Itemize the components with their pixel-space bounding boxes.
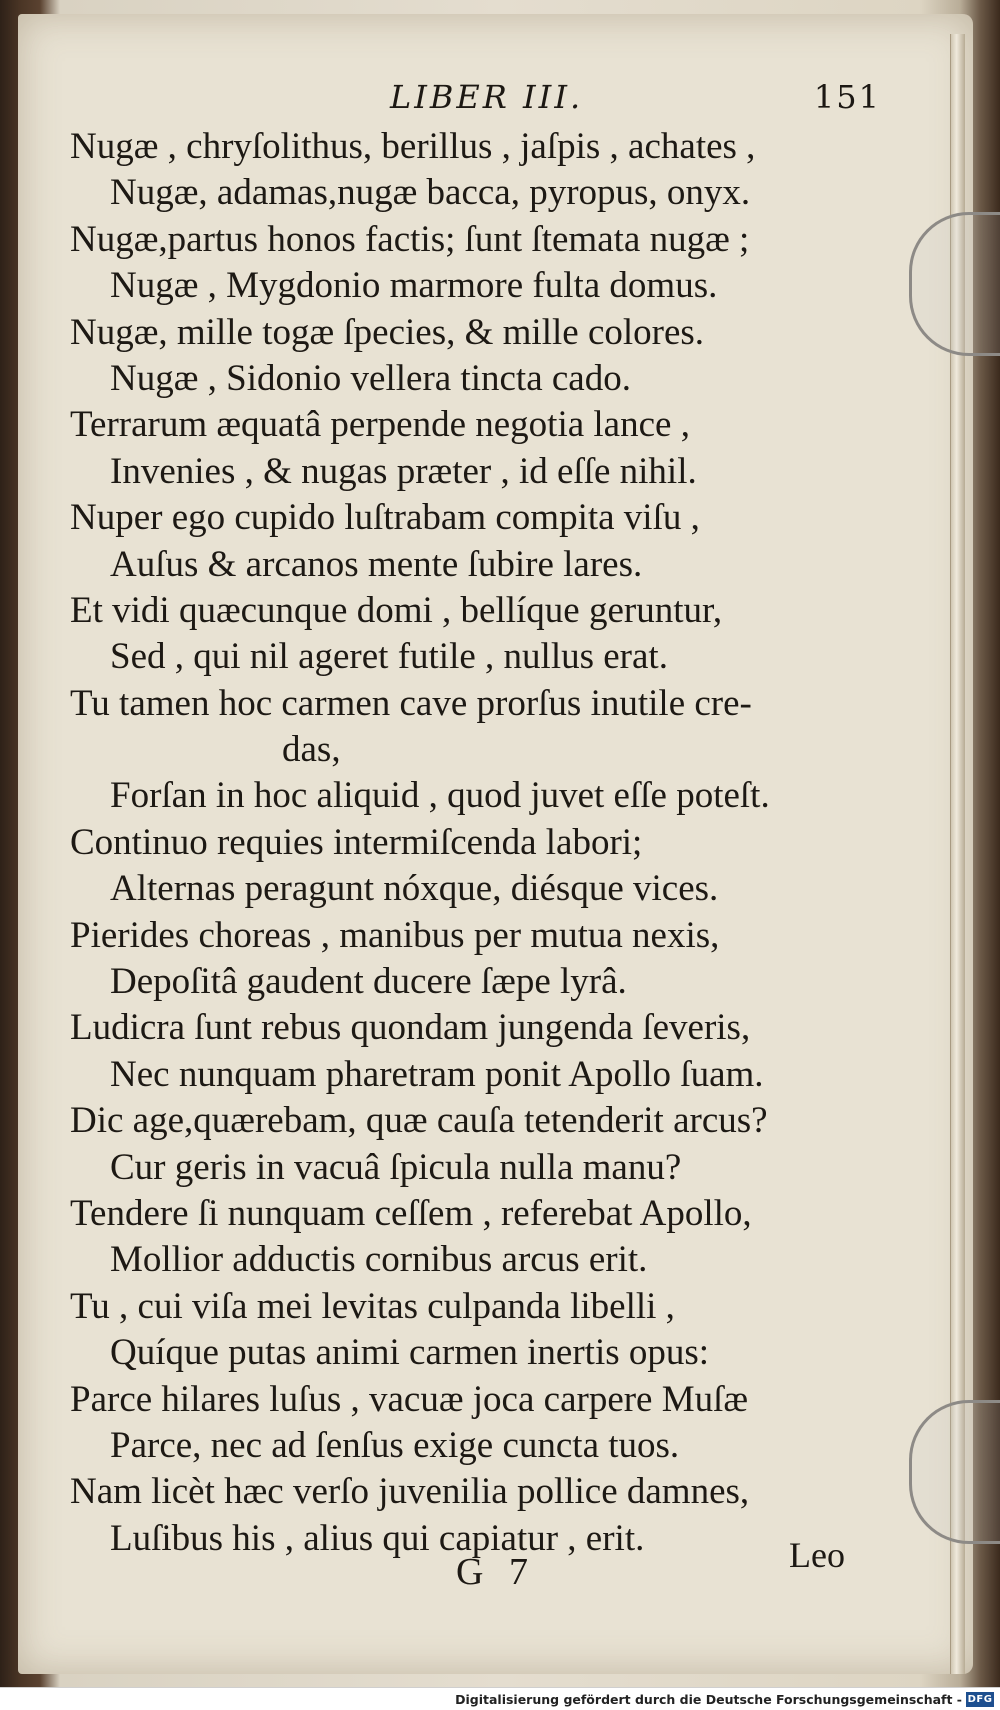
page-clip-bottom [909,1400,1000,1544]
verse-line: Pierides choreas , manibus per mutua nexis, [70,914,720,956]
digitization-footer [0,1687,1000,1710]
verse-text-block [70,124,930,1562]
page-number: 151 [813,78,881,116]
verse-line: Nec nunquam pharetram ponit Apollo ſuam. [110,1053,764,1095]
verse-line: Nugæ,partus honos factis; ſunt ſtemata nugæ ; [70,218,750,260]
verse-line: Tu tamen hoc carmen cave prorſus inutile cre- [70,682,752,724]
catchword: Leo [789,1535,845,1575]
verse-line: Continuo requies intermiſcenda labori; [70,821,643,863]
verse-line: Nugæ , Mygdonio marmore fulta domus. [110,265,718,307]
verse-line: Auſus & arcanos mente ſubire lares. [110,543,643,585]
verse-line: Ludicra ſunt rebus quondam jungenda ſeveris, [70,1007,751,1049]
verse-line: Quíque putas animi carmen inertis opus: [110,1332,710,1374]
verse-line: Luſibus his , alius qui capiatur , erit. [110,1517,645,1559]
verse-line: Nuper ego cupido luſtrabam compita viſu , [70,497,700,539]
printer-signature: G 7 [456,1551,536,1593]
verse-line: Alternas peragunt nóxque, diésque vices. [110,868,719,910]
verse-line: Parce, nec ad ſenſus exige cuncta tuos. [110,1424,680,1466]
verse-line: Nugæ, mille togæ ſpecies, & mille colores. [70,311,705,353]
verse-line: Nugæ , chryſolithus, berillus , jaſpis , achates , [70,126,756,167]
verse-line: das, [282,729,341,771]
verse-line: Sed , qui nil ageret futile , nullus erat. [110,636,668,678]
book-page [18,14,973,1674]
verse-line: Et vidi quæcunque domi , bellíque geruntur, [70,589,723,631]
verse-line: Forſan in hoc aliquid , quod juvet eſſe poteſt. [110,775,770,817]
verse-line: Tendere ſi nunquam ceſſem , referebat Apollo, [70,1192,752,1234]
verse-line: Depoſitâ gaudent ducere ſæpe lyrâ. [110,961,627,1003]
verse-line: Invenies , & nugas præter , id eſſe nihil. [110,450,697,492]
verse-line: Cur geris in vacuâ ſpicula nulla manu? [110,1146,682,1188]
verse-line: Terrarum æquatâ perpende negotia lance , [70,404,690,446]
page-clip-top [909,212,1000,356]
verse-line: Tu , cui viſa mei levitas culpanda libelli , [70,1285,675,1327]
funding-credit: Digitalisierung gefördert durch die Deutsche Forschungsgemeinschaft - [455,1692,962,1707]
verse-line: Nugæ , Sidonio vellera tincta cado. [110,357,631,399]
dfg-logo-icon: DFG [967,1694,993,1705]
verse-line: Nam licèt hæc verſo juvenilia pollice damnes, [70,1471,750,1513]
running-head: LIBER III. [390,78,584,116]
verse-line: Nugæ, adamas,nugæ bacca, pyropus, onyx. [110,172,751,214]
verse-line: Dic age,quærebam, quæ cauſa tetenderit arcus? [70,1100,768,1142]
verse-line: Parce hilares luſus , vacuæ joca carpere Muſæ [70,1378,749,1420]
verse-line: Mollior adductis cornibus arcus erit. [110,1239,648,1281]
